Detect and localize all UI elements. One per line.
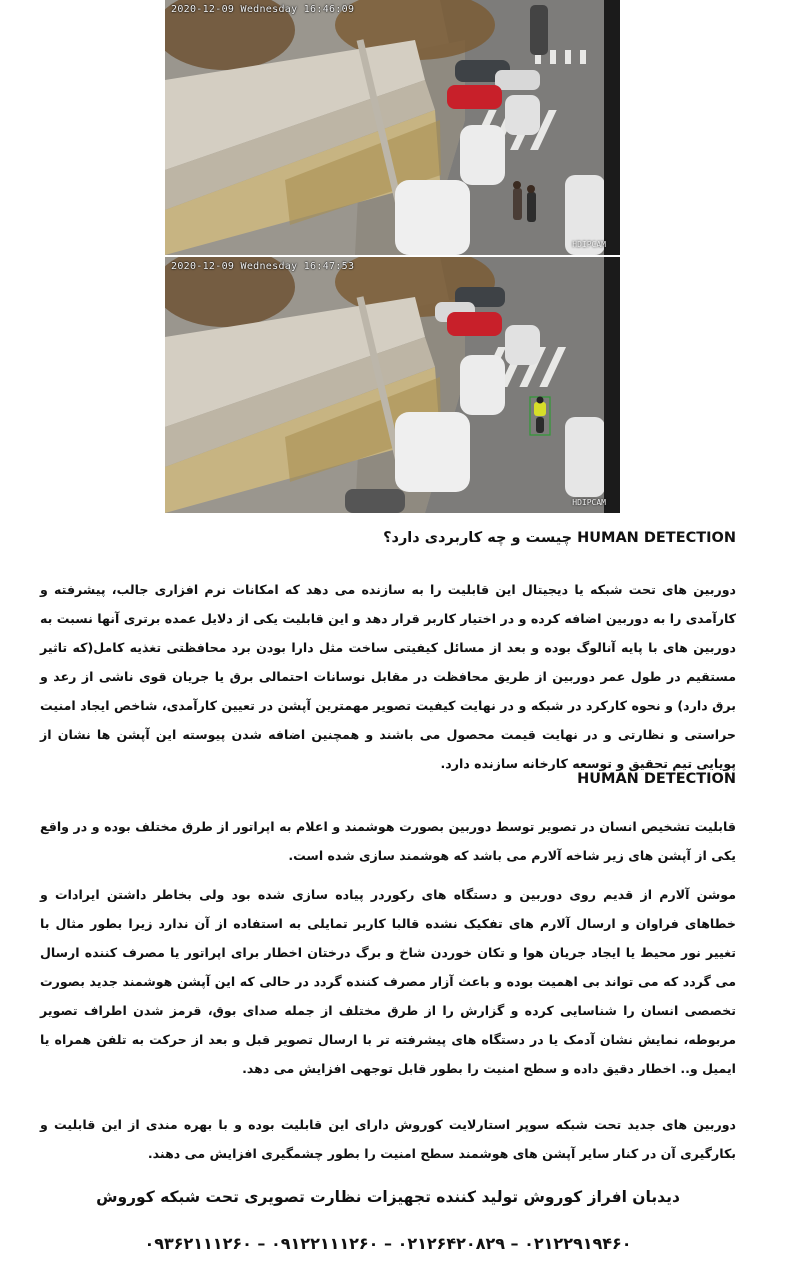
phone-numbers: ۰۲۱۲۲۹۱۹۴۶۰ – ۰۲۱۲۶۴۲۰۸۲۹ – ۰۹۱۲۲۱۱۱۲۶۰ – ۰۹۳۶۲۱۱۱۲۶۰ (144, 1234, 632, 1253)
camera-timestamp: 2020-12-09 Wednesday 16:47:53 (171, 261, 355, 272)
article-paragraph-3: موشن آلارم از قدیم روی دوربین و دستگاه های رکوردر پیاده سازی شده بود ولی بخاطر داشتن ایرادات و خطاهای فراوان و ارسال آلارم های تفکیک نشده قالبا کاربر تمایلی به استفاده از آن ندارد زیرا بطور مثال با تغییر نور محیط یا ایجاد جریان هوا و تکان خوردن شاخ و برگ درختان اخطار برای اپراتور یا مصرف کننده ارسال می گردد که می تواند بی اهمیت بوده و باعث آزار مصرف کننده گردد در حالی که این آپشن هوشمند جدید بصورت تخصصی انسان را شناسایی کرده و گزارش را از طرق مختلف از جمله صدای بوق، قرمز شدن اطراف تصویر مربوطه، نمایش نشان آدمک یا در دستگاه های پیشرفته تر با ارسال تصویر قبل و بعد از حرکت به تلفن همراه یا ایمیل و.. اخطار دقیق داده و سطح امنیت را بطور قابل توجهی افزایش می دهد. (40, 887, 736, 1076)
camera-watermark: HDIPCAM (572, 498, 606, 507)
article-title: HUMAN DETECTION چیست و چه کاربردی دارد؟ (383, 530, 736, 546)
cctv-image-2 (165, 257, 620, 513)
camera-timestamp: 2020-12-09 Wednesday 16:46:09 (171, 4, 355, 15)
article-paragraph-1: دوربین های تحت شبکه یا دیجیتال این قابلیت را به سازنده می دهد که امکانات نرم افزاری جالب، پیشرفته و کارآمدی را به دوربین اضافه کرده و در اختیار کاربر قرار دهد و این قابلیت یکی از دلایل عمده برتری آنها نسبت به دوربین های با پایه آنالوگ بوده و بعد از مسائل کیفیتی ساخت مثل دارا بودن برد محافظتی تغذیه کامل(که تاثیر مستقیم در طول عمر دوربین از طریق محافظت در مقابل نوسانات احتمالی برق یا جریان قوی ناشی از رعد و برق دارد) و نحوه کارکرد در شبکه و در نهایت کیفیت تصویر مهمترین آپشن در تعیین کارآمدی، شاخص ایجاد امنیت حراستی و نظارتی و در نهایت قیمت محصول می باشند و همچنین اضافه شدن پیوسته این آپشن ها نشان از پویایی تیم تحقیق و توسعه کارخانه سازنده دارد. (40, 582, 736, 771)
camera-housing-edge (604, 0, 620, 255)
cctv-image-1 (165, 0, 620, 255)
article-paragraph-2: قابلیت تشخیص انسان در تصویر توسط دوربین بصورت هوشمند و اعلام به اپراتور از طرق مختلف بوده و در واقع یکی از آپشن های زیر شاخه آلارم می باشد که هوشمند سازی شده است. (40, 819, 736, 863)
company-name: دیدبان افراز کوروش تولید کننده تجهیزات نظارت تصویری تحت شبکه کوروش (96, 1188, 680, 1206)
camera-housing-edge (604, 257, 620, 513)
article-paragraph-4: دوربین های جدید تحت شبکه سوپر استارلایت کوروش دارای این قابلیت بوده و با بهره مندی از این قابلیت و بکارگیری آن در کنار سایر آپشن های هوشمند سطح امنیت را بطور چشمگیری افزایش می دهند. (40, 1117, 736, 1161)
street-scene-2 (165, 257, 620, 513)
camera-watermark: HDIPCAM (572, 240, 606, 249)
street-scene-1 (165, 0, 620, 255)
section-subtitle: HUMAN DETECTION (577, 771, 736, 787)
